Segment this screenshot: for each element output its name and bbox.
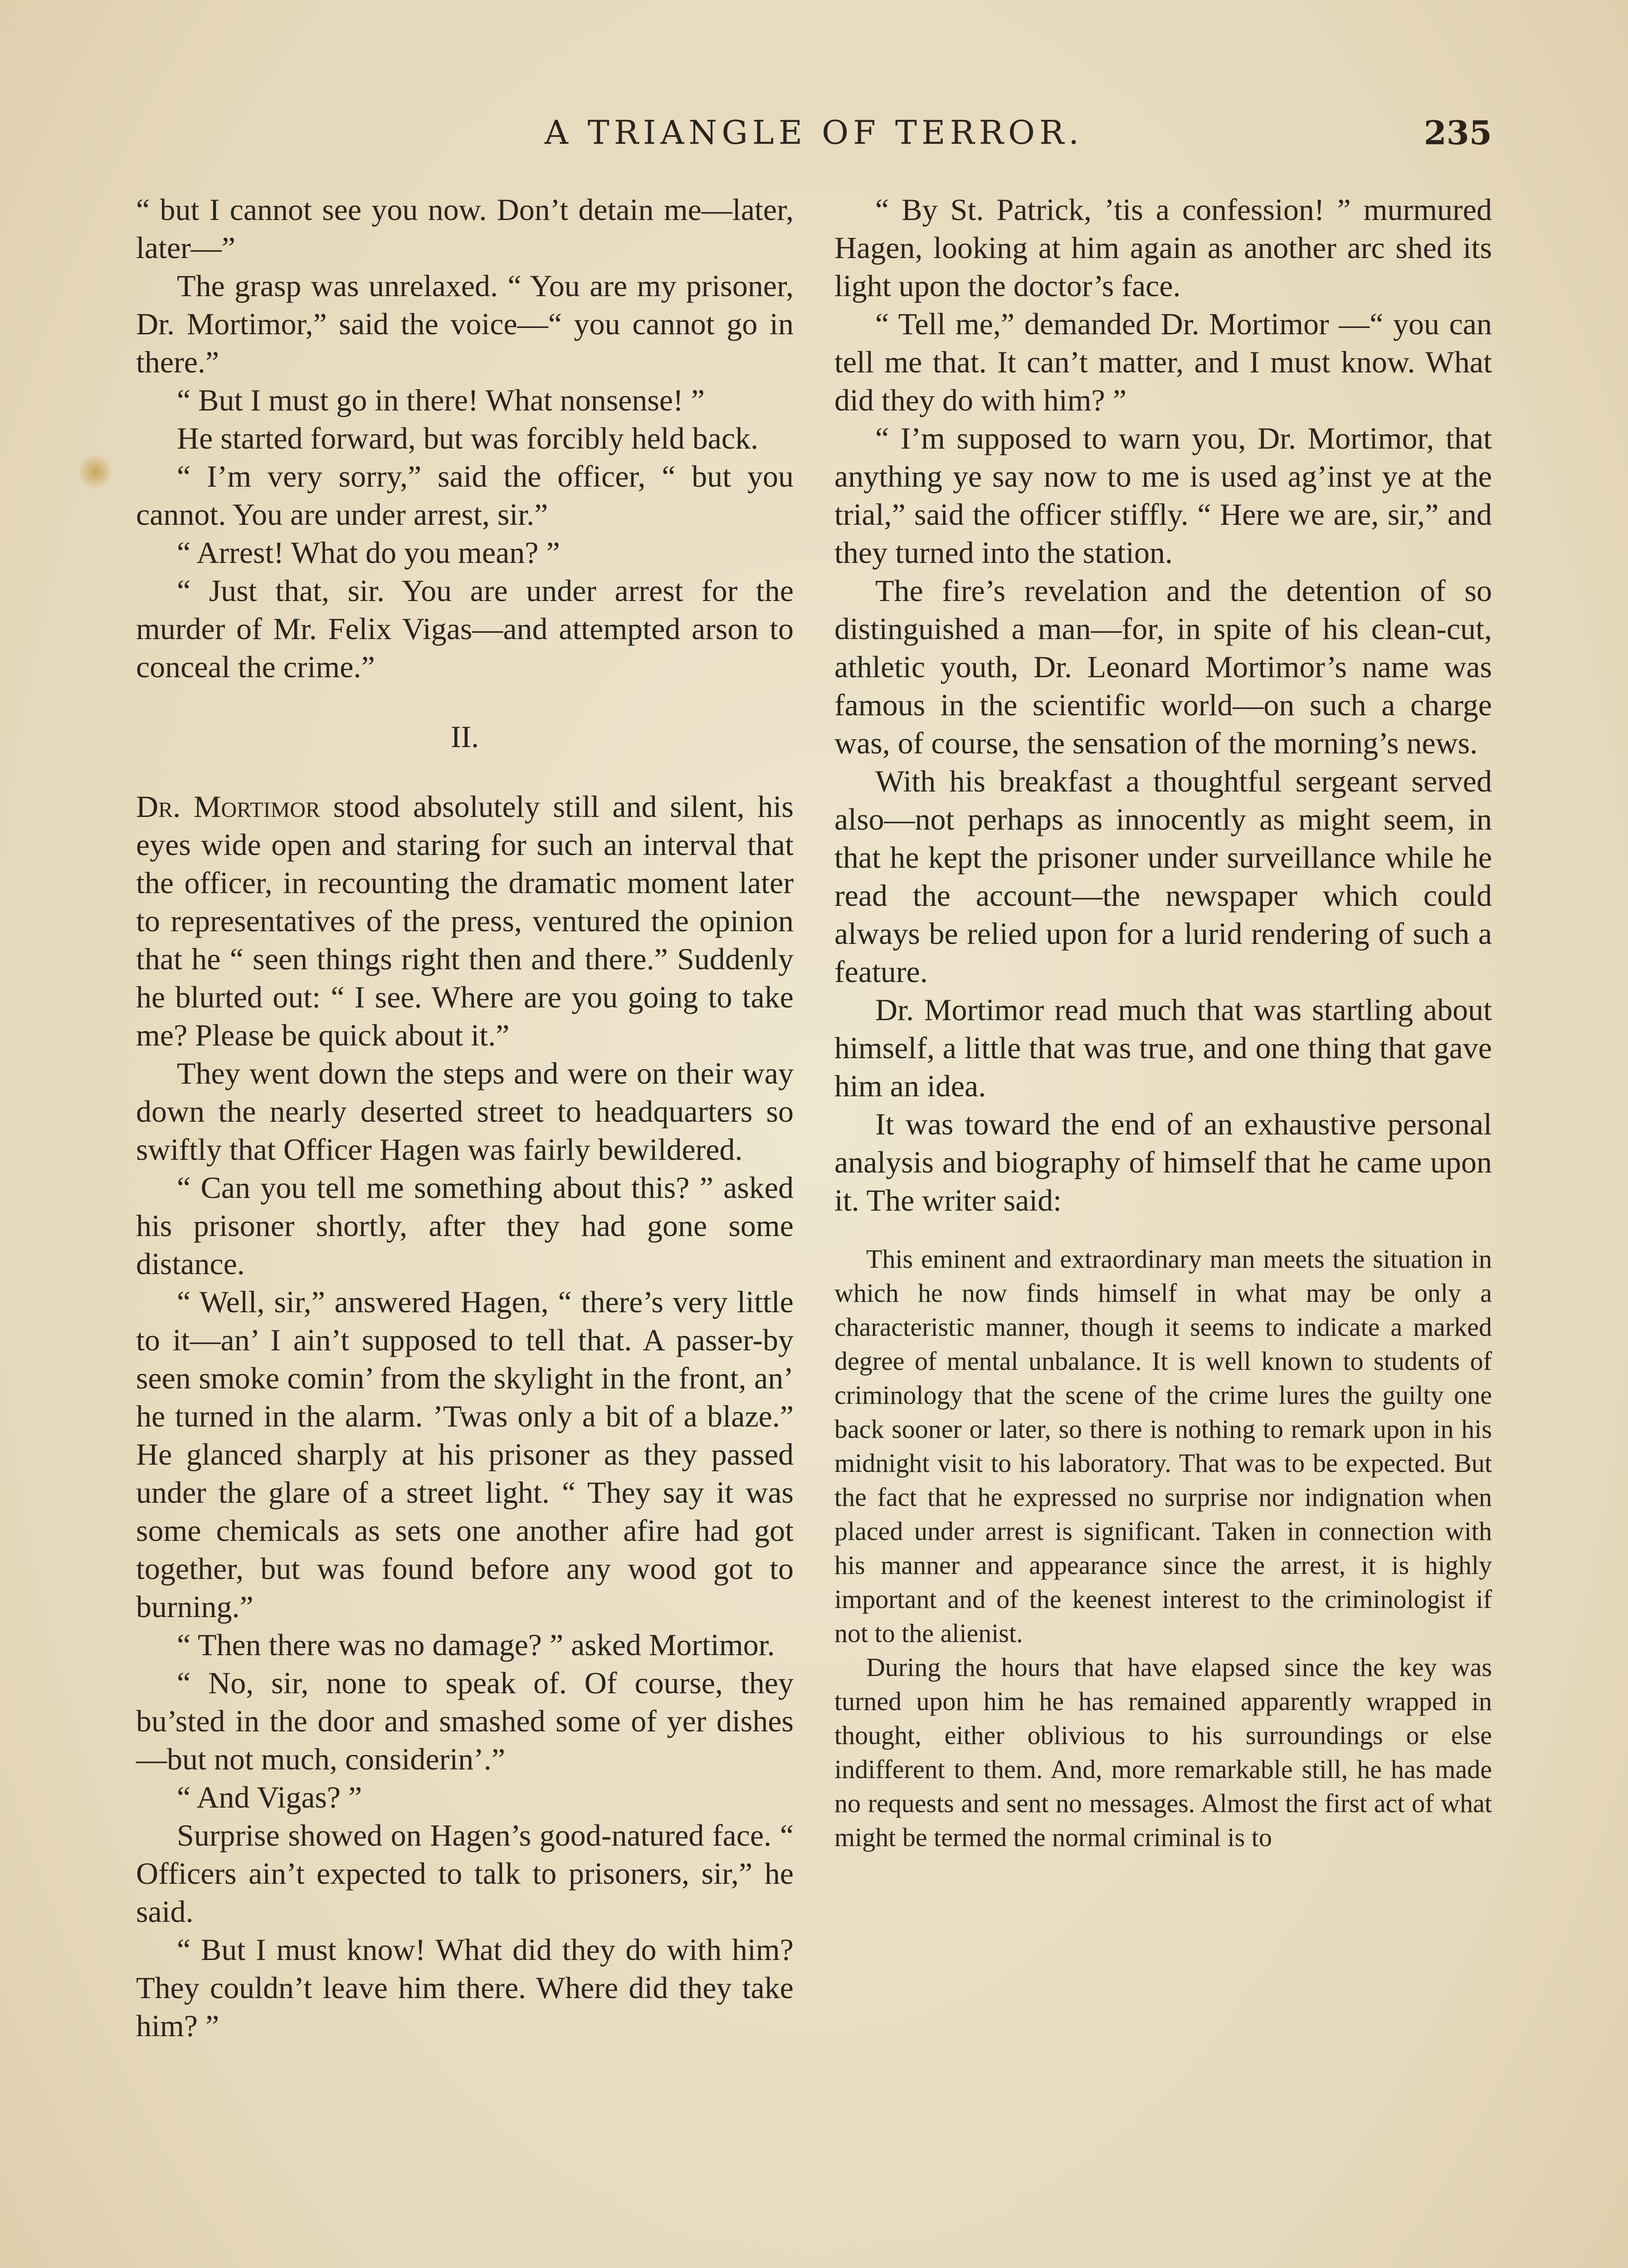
paragraph: The grasp was unrelaxed. “ You are my prisoner, Dr. Mortimor,” said the voice—“ you cannot go in there.” bbox=[136, 269, 794, 379]
paragraph: “ Then there was no damage? ” asked Mortimor. bbox=[177, 1628, 775, 1662]
paragraph: “ Well, sir,” answered Hagen, “ there’s very little to it—an’ I ain’t supposed to tell that. A passer-by seen smoke comin’ from the skylight in the front, an’ he turned in the alarm. ’Twas only a bit of a blaze.” He glanced sharply at his prisoner as they passed under the glare of a street light. “ They say it was some chemicals as sets one another afire had got together, but was found before any wood got to burning.” bbox=[136, 1285, 794, 1624]
paragraph: The fire’s revelation and the detention of so distinguished a man—for, in spite of his clean-cut, athletic youth, Dr. Leonard Mortimor’s name was famous in the scientific world—on such a charge was, of course, the sensation of the morning’s news. bbox=[834, 573, 1492, 760]
paragraph: “ Arrest! What do you mean? ” bbox=[177, 535, 560, 570]
paragraph: “ No, sir, none to speak of. Of course, they bu’sted in the door and smashed some of yer dishes—but not much, considerin’.” bbox=[136, 1666, 794, 1776]
quote-paragraph: During the hours that have elapsed since the key was turned upon him he has remained apparently wrapped in thought, either oblivious to his surroundings or else indifferent to them. And, more remarkable still, he has made no requests and sent no messages. Almost the first act of what might be termed the normal criminal is to bbox=[834, 1652, 1492, 1852]
newspaper-quote bbox=[834, 1242, 1492, 1854]
paragraph: “ Tell me,” demanded Dr. Mortimor —“ you can tell me that. It can’t matter, and I must know. What did they do with him? ” bbox=[834, 307, 1492, 417]
paragraph: “ By St. Patrick, ’tis a confession! ” murmured Hagen, looking at him again as another arc shed its light upon the doctor’s face. bbox=[834, 192, 1492, 303]
paragraph: They went down the steps and were on their way down the nearly deserted street to headquarters so swiftly that Officer Hagen was fairly bewildered. bbox=[136, 1056, 794, 1167]
paragraph: “ But I must know! What did they do with him? They couldn’t leave him there. Where did they take him? ” bbox=[136, 1932, 794, 2043]
left-column bbox=[136, 191, 794, 2268]
section-number: II. bbox=[450, 719, 479, 754]
paragraph: With his breakfast a thoughtful sergeant served also—not perhaps as innocently as might seem, in that he kept the prisoner under surveillance while he read the account—the newspaper which could always be relied upon for a lurid rendering of such a feature. bbox=[834, 764, 1492, 989]
paragraph: “ I’m very sorry,” said the officer, “ but you cannot. You are under arrest, sir.” bbox=[136, 459, 794, 532]
right-column bbox=[834, 191, 1492, 2268]
paragraph-text: stood absolutely still and silent, his eyes wide open and staring for such an interval that the officer, in recounting the dramatic moment later to representatives of the press, ventured the opinion that he “ seen things right then and there.” Suddenly he blurted out: “ I see. Where are you going to take me? Please be quick about it.” bbox=[136, 789, 794, 1052]
lead-name: Dr. Mortimor bbox=[136, 789, 320, 824]
paper-stain bbox=[77, 454, 113, 490]
paragraph: “ I’m supposed to warn you, Dr. Mortimor, that anything ye say now to me is used ag’inst ye at the trial,” said the officer stiffly. “ Here we are, sir,” and they turned into the station. bbox=[834, 421, 1492, 570]
paragraph-section-start bbox=[136, 787, 794, 1054]
paragraph: He started forward, but was forcibly held back. bbox=[177, 421, 759, 455]
page-header bbox=[136, 113, 1492, 154]
paragraph: “ But I must go in there! What nonsense! ” bbox=[177, 383, 705, 417]
page-number: 235 bbox=[1423, 113, 1492, 152]
paragraph: “ Can you tell me something about this? ” asked his prisoner shortly, after they had gone some distance. bbox=[136, 1170, 794, 1281]
running-title: A TRIANGLE OF TERROR. bbox=[544, 113, 1084, 152]
paragraph: Dr. Mortimor read much that was startling about himself, a little that was true, and one thing that gave him an idea. bbox=[834, 992, 1492, 1103]
paragraph: “ Just that, sir. You are under arrest for the murder of Mr. Felix Vigas—and attempted arson to conceal the crime.” bbox=[136, 573, 794, 684]
quote-paragraph: This eminent and extraordinary man meets the situation in which he now finds himself in what may be only a characteristic manner, though it seems to indicate a marked degree of mental unbalance. It is well known to students of criminology that the scene of the crime lures the guilty one back sooner or later, so there is nothing to remark upon in his midnight visit to his laboratory. That was to be expected. But the fact that he expressed no surprise nor indignation when placed under arrest is significant. Taken in connection with his manner and appearance since the arrest, it is highly important and of the keenest interest to the criminologist if not to the alienist. bbox=[834, 1244, 1492, 1648]
paragraph: Surprise showed on Hagen’s good-natured face. “ Officers ain’t expected to talk to prisoners, sir,” he said. bbox=[136, 1818, 794, 1929]
paragraph: “ but I cannot see you now. Don’t detain me—later, later—” bbox=[136, 192, 794, 265]
paragraph: “ And Vigas? ” bbox=[177, 1780, 362, 1814]
paragraph: It was toward the end of an exhaustive personal analysis and biography of himself that he came upon it. The writer said: bbox=[834, 1107, 1492, 1217]
